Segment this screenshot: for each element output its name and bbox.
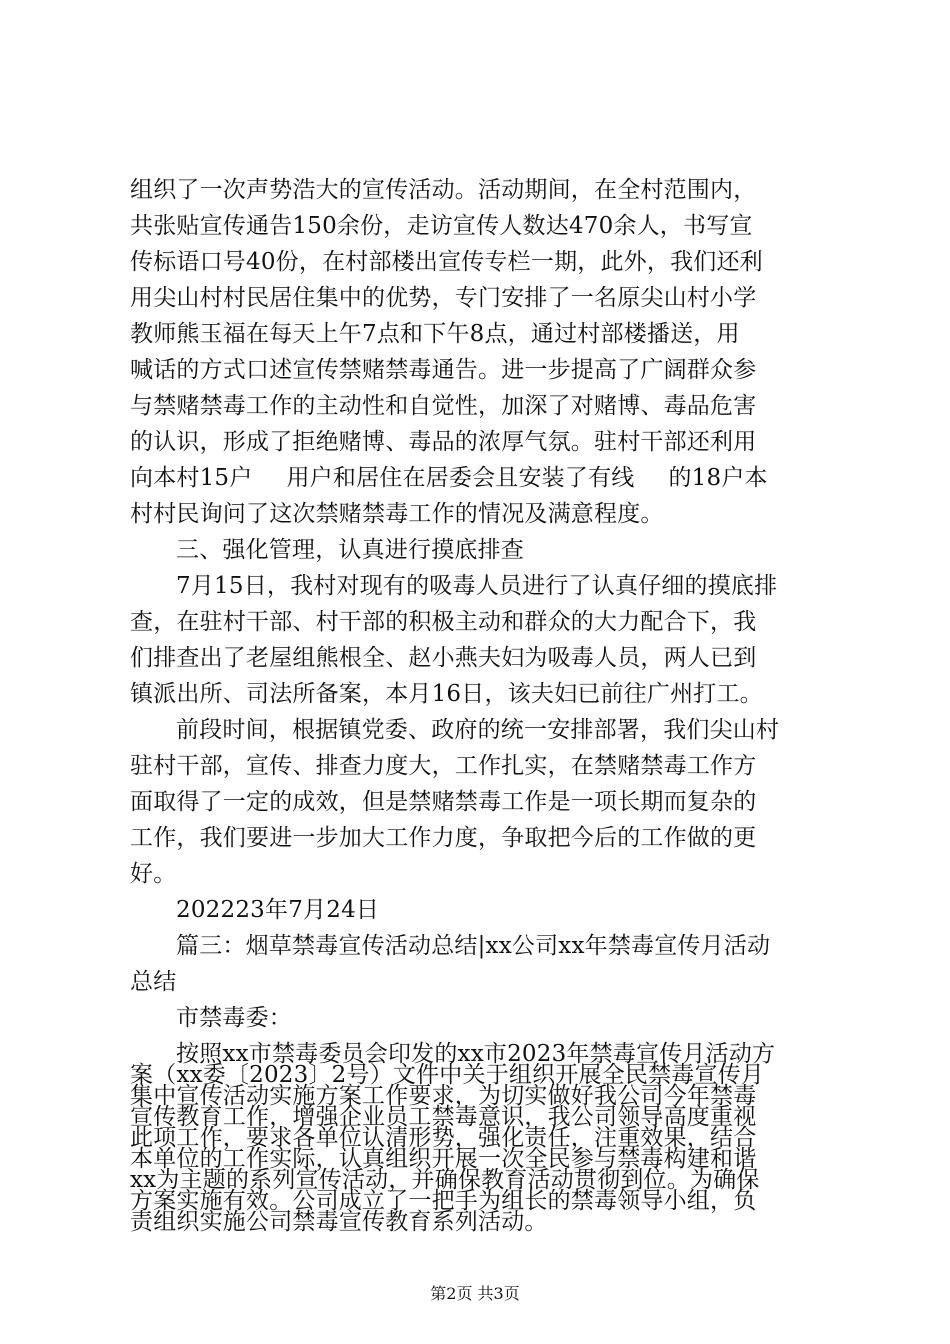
paragraph-line: 好。 [130, 861, 177, 887]
salutation: 市禁毒委： [176, 1005, 292, 1031]
paragraph-line: 案（xx委〔2023〕2号）文件中关于组织开展全民禁毒宣传月 [130, 1062, 765, 1088]
paragraph-line: 用尖山村村民居住集中的优势，专门安排了一名原尖山村小学 [130, 285, 757, 311]
document-date: 202223年7月24日 [176, 897, 380, 923]
line-segment: 的18户本 [668, 465, 768, 491]
paragraph-line: 共张贴宣传通告150余份，走访宣传人数达470余人，书写宣 [130, 213, 753, 239]
paragraph-line: 此项工作，要求各单位认清形势，强化责任，注重效果，结合 [130, 1125, 757, 1151]
paragraph-line: 组织了一次声势浩大的宣传活动。活动期间，在全村范围内， [130, 177, 757, 203]
paragraph-line: 镇派出所、司法所备案，本月16日，该夫妇已前往广州打工。 [130, 681, 763, 707]
page-footer: 第2页 共3页 [430, 1284, 520, 1303]
paragraph-line: 面取得了一定的成效，但是禁赌禁毒工作是一项长期而复杂的 [130, 789, 757, 815]
paragraph-line: 工作，我们要进一步加大工作力度，争取把今后的工作做的更 [130, 825, 757, 851]
article-title: 篇三：烟草禁毒宣传活动总结|xx公司xx年禁毒宣传月活动 [176, 933, 771, 959]
paragraph-line: 们排查出了老屋组熊根全、赵小燕夫妇为吸毒人员，两人已到 [130, 645, 757, 671]
paragraph-line: 教师熊玉福在每天上午7点和下午8点，通过村部楼播送，用 [130, 321, 740, 347]
paragraph-line: 本单位的工作实际，认真组织开展一次全民参与禁毒构建和谐 [130, 1146, 757, 1172]
paragraph-line: 方案实施有效。公司成立了一把手为组长的禁毒领导小组，负 [130, 1188, 757, 1214]
paragraph-line: 查，在驻村干部、村干部的积极主动和群众的大力配合下，我 [130, 609, 757, 635]
paragraph-line: 的认识，形成了拒绝赌博、毒品的浓厚气氛。驻村干部还利用 [130, 429, 757, 455]
line-segment: 向本村15户 [130, 465, 253, 491]
paragraph-line: 与禁赌禁毒工作的主动性和自觉性，加深了对赌博、毒品危害 [130, 393, 757, 419]
paragraph-line: 驻村干部，宣传、排查力度大，工作扎实，在禁赌禁毒工作方 [130, 753, 757, 779]
line-segment: 用户和居住在居委会且安装了有线 [286, 465, 635, 491]
paragraph-line: 喊话的方式口述宣传禁赌禁毒通告。进一步提高了广阔群众参 [130, 357, 757, 383]
paragraph-line: 传标语口号40份，在村部楼出宣传专栏一期，此外，我们还利 [130, 249, 763, 275]
section-heading: 三、强化管理，认真进行摸底排查 [176, 537, 524, 563]
paragraph-line: 按照xx市禁毒委员会印发的xx市2023年禁毒宣传月活动方 [176, 1041, 776, 1067]
paragraph-line: 宣传教育工作，增强企业员工禁毒意识，我公司领导高度重视 [130, 1104, 757, 1130]
article-title: 总结 [130, 969, 177, 995]
paragraph-line: xx为主题的系列宣传活动，并确保教育活动贯彻到位。为确保 [130, 1167, 760, 1193]
paragraph-line-gapped [130, 462, 768, 496]
paragraph-line: 村村民询问了这次禁赌禁毒工作的情况及满意程度。 [130, 501, 664, 527]
paragraph-line: 集中宣传活动实施方案工作要求，为切实做好我公司今年禁毒 [130, 1083, 757, 1109]
paragraph-line: 7月15日，我村对现有的吸毒人员进行了认真仔细的摸底排 [176, 573, 778, 599]
paragraph-line: 前段时间，根据镇党委、政府的统一安排部署，我们尖山村 [176, 717, 780, 743]
paragraph-line: 责组织实施公司禁毒宣传教育系列活动。 [130, 1209, 548, 1235]
